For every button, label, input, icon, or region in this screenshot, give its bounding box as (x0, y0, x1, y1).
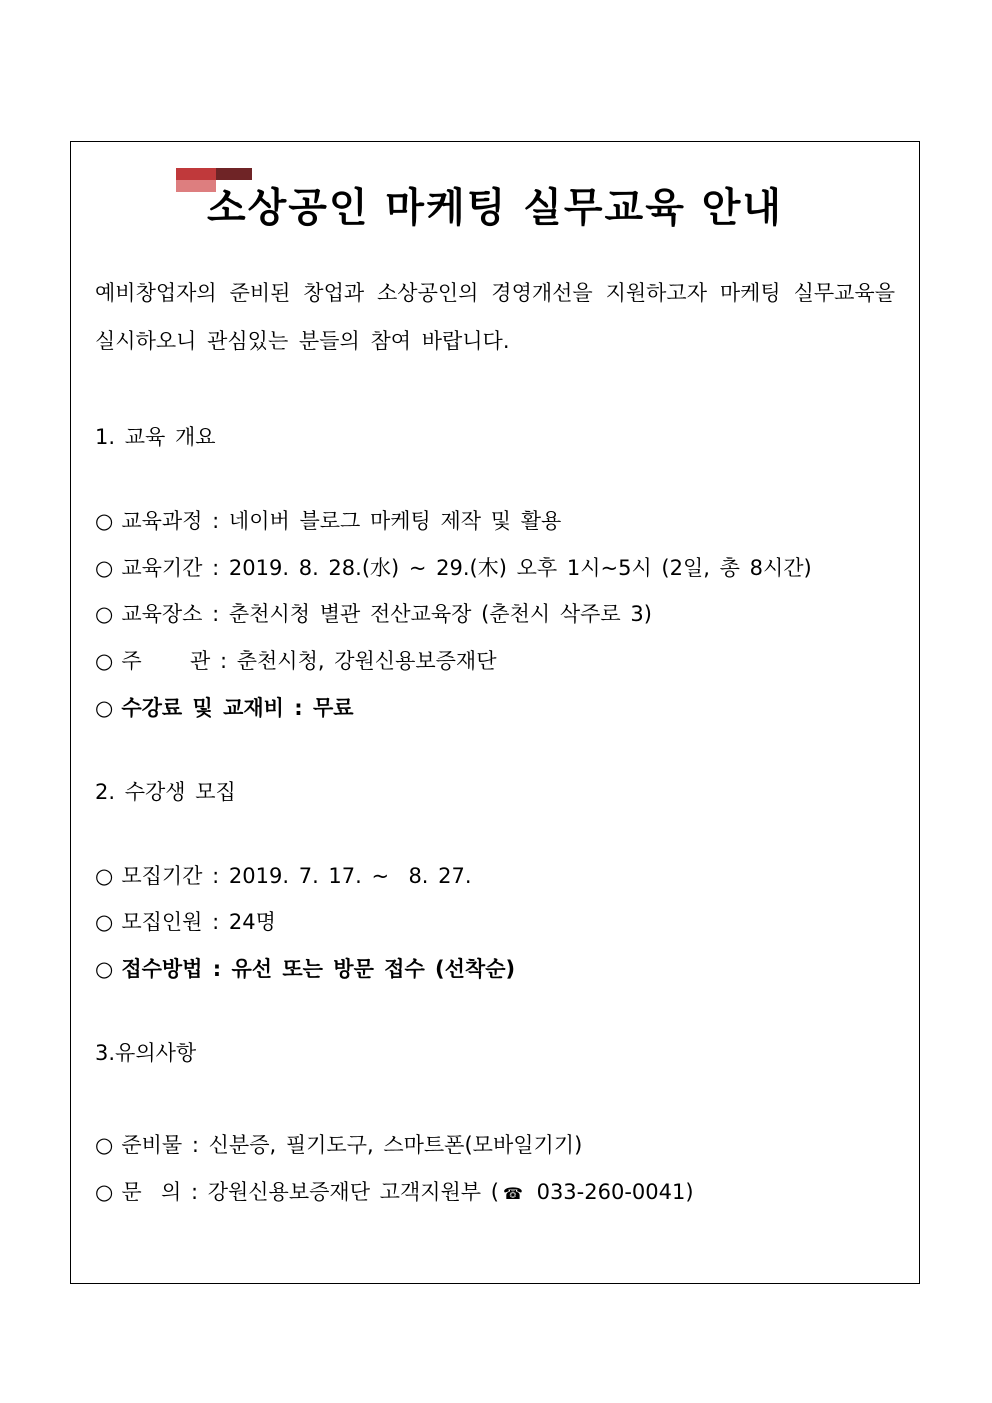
item-label: 모집인원 (121, 910, 203, 934)
list-item (95, 693, 354, 723)
bullet-circle-icon: ○ (95, 1180, 114, 1204)
list-item (95, 599, 652, 629)
deco-block-red (176, 168, 216, 180)
section-heading-notes: 3.유의사항 (95, 1041, 197, 1065)
item-label: 접수방법 (121, 957, 203, 981)
intro-paragraph: 예비창업자의 준비된 창업과 소상공인의 경영개선을 지원하고자 마케팅 실무교육을 실시하오니 관심있는 분들의 참여 바랍니다. (95, 281, 895, 353)
item-separator: : (283, 696, 313, 720)
item-label: 모집기간 (121, 864, 203, 888)
item-label: 교육과정 (121, 509, 203, 533)
item-label: 수강료 및 교재비 (121, 696, 284, 720)
item-separator: : (210, 649, 237, 673)
item-value: 2019. 7. 17. ~ 8. 27. (228, 864, 472, 888)
item-value: 신분증, 필기도구, 스마트폰(모바일기기) (208, 1133, 583, 1157)
list-item (95, 861, 472, 891)
bullet-circle-icon: ○ (95, 1133, 114, 1157)
item-separator: : (202, 556, 229, 580)
item-label: 교육기간 (121, 556, 203, 580)
item-value: 춘천시청 별관 전산교육장 (춘천시 삭주로 3) (228, 602, 652, 626)
item-value: 무료 (312, 696, 354, 720)
item-value: 유선 또는 방문 접수 (선착순) (231, 957, 516, 981)
bullet-circle-icon: ○ (95, 649, 114, 673)
item-value: 2019. 8. 28.(水) ~ 29.(木) 오후 1시~5시 (2일, 총 8시간) (228, 556, 812, 580)
bullet-circle-icon: ○ (95, 556, 114, 580)
bullet-circle-icon: ○ (95, 864, 114, 888)
item-separator: : (202, 957, 232, 981)
phone-icon: ☎ (502, 1184, 523, 1203)
section-heading-overview: 1. 교육 개요 (95, 425, 216, 449)
item-separator: : (181, 1180, 208, 1204)
bullet-circle-icon: ○ (95, 696, 114, 720)
item-label: 문 의 (121, 1180, 182, 1204)
item-label: 교육장소 (121, 602, 203, 626)
item-label: 준비물 (121, 1133, 183, 1157)
deco-block-dark (216, 168, 252, 180)
item-value: 24명 (228, 910, 276, 934)
list-item (95, 553, 812, 583)
item-value: 네이버 블로그 마케팅 제작 및 활용 (228, 509, 562, 533)
item-separator: : (202, 509, 229, 533)
list-item (95, 1177, 694, 1209)
bullet-circle-icon: ○ (95, 509, 114, 533)
item-separator: : (202, 602, 229, 626)
item-label: 주 관 (121, 649, 211, 673)
item-value-prefix: 강원신용보증재단 고객지원부 ( (207, 1180, 499, 1204)
item-value-suffix: 033-260-0041) (526, 1180, 694, 1204)
item-value: 춘천시청, 강원신용보증재단 (236, 649, 497, 673)
item-separator: : (202, 864, 229, 888)
bullet-circle-icon: ○ (95, 602, 114, 626)
document-frame (70, 141, 920, 1284)
list-item (95, 646, 497, 676)
item-separator: : (202, 910, 229, 934)
list-item (95, 907, 276, 937)
bullet-circle-icon: ○ (95, 957, 114, 981)
list-item (95, 1130, 582, 1160)
page-title: 소상공인 마케팅 실무교육 안내 (206, 185, 784, 231)
section-heading-recruit: 2. 수강생 모집 (95, 780, 236, 804)
bullet-circle-icon: ○ (95, 910, 114, 934)
list-item (95, 506, 561, 536)
list-item (95, 954, 515, 984)
item-separator: : (182, 1133, 209, 1157)
